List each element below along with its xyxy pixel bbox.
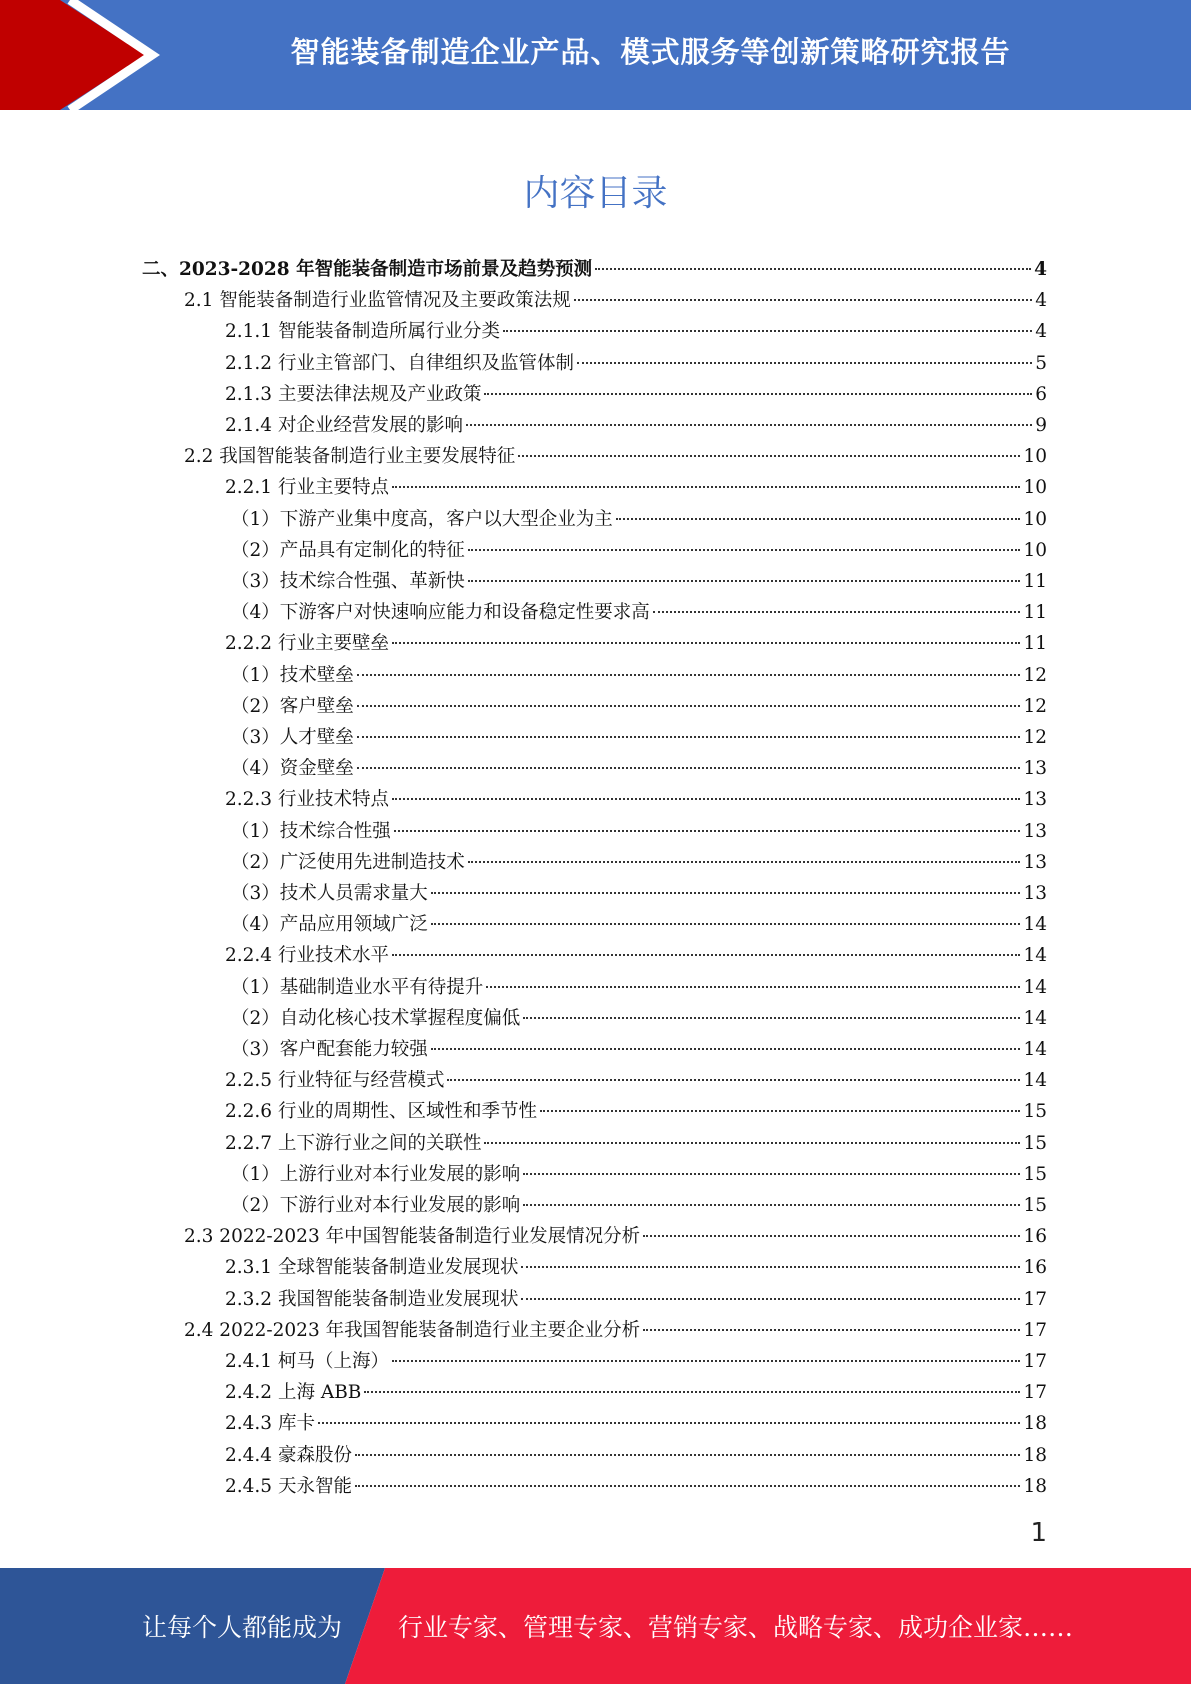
toc-entry-title: （3）客户配套能力较强 (231, 1039, 428, 1060)
toc-entry-page: 14 (1023, 1039, 1047, 1060)
toc-entry[interactable] (184, 1315, 1047, 1346)
toc-entry[interactable] (225, 1408, 1047, 1439)
toc-entry[interactable] (231, 535, 1047, 566)
toc-entry-page: 12 (1023, 664, 1047, 686)
toc-dot-leader (355, 1453, 1021, 1456)
toc-entry-page: 4 (1035, 290, 1047, 312)
toc-entry[interactable] (142, 254, 1047, 285)
toc-dot-leader (431, 891, 1021, 894)
toc-entry-page: 15 (1023, 1163, 1047, 1185)
toc-entry-title: 2.2.7 上下游行业之间的关联性 (225, 1132, 482, 1154)
toc-entry[interactable] (231, 816, 1047, 847)
toc-entry-title: （1）技术综合性强 (231, 820, 391, 842)
toc-dot-leader (468, 579, 1021, 582)
toc-entry-title: （1）下游产业集中度高，客户以大型企业为主 (231, 508, 613, 530)
toc-entry-title: （2）广泛使用先进制造技术 (231, 851, 465, 873)
toc-entry-title: （3）人才壁垒 (231, 727, 354, 748)
toc-entry[interactable] (225, 1128, 1047, 1159)
footer-slogan-right: 行业专家、管理专家、营销专家、战略专家、成功企业家…… (398, 1613, 1074, 1642)
header-arrow-decoration (0, 0, 160, 110)
toc-entry-page: 17 (1023, 1319, 1047, 1341)
toc-entry-title: （2）产品具有定制化的特征 (231, 539, 465, 561)
toc-entry-page: 12 (1023, 727, 1047, 748)
toc-dot-leader (653, 610, 1021, 613)
toc-entry-title: 2.1.1 智能装备制造所属行业分类 (225, 321, 500, 343)
toc-entry-page: 14 (1023, 976, 1047, 998)
toc-entry[interactable] (225, 1471, 1047, 1502)
toc-dot-leader (431, 922, 1021, 925)
toc-entry-page: 10 (1023, 508, 1047, 530)
toc-entry-title: 2.1.4 对企业经营发展的影响 (225, 415, 463, 436)
toc-entry-page: 5 (1035, 352, 1047, 374)
toc-dot-leader (486, 985, 1020, 988)
page-number: 1 (1030, 1518, 1047, 1548)
toc-dot-leader (392, 797, 1020, 800)
toc-entry-page: 16 (1023, 1226, 1047, 1248)
toc-entry[interactable] (231, 722, 1047, 753)
header-band (0, 0, 1191, 110)
toc-dot-leader (521, 1265, 1020, 1268)
toc-entry[interactable] (231, 566, 1047, 597)
toc-entry[interactable] (231, 1159, 1047, 1190)
toc-dot-leader (595, 267, 1031, 270)
toc-entry-title: 2.4 2022-2023 年我国智能装备制造行业主要企业分析 (184, 1319, 641, 1341)
toc-entry[interactable] (184, 1221, 1047, 1252)
toc-dot-leader (523, 1203, 1020, 1206)
toc-entry-title: （4）资金壁垒 (231, 758, 354, 780)
toc-entry[interactable] (225, 1346, 1047, 1377)
footer-band (0, 1568, 1191, 1684)
toc-entry-page: 11 (1023, 571, 1047, 592)
toc-dot-leader (431, 1047, 1021, 1050)
toc-dot-leader (518, 454, 1020, 457)
toc-entry-title: （3）技术综合性强、革新快 (231, 571, 465, 592)
toc-entry-page: 14 (1023, 914, 1047, 936)
toc-entry-title: （2）下游行业对本行业发展的影响 (231, 1195, 521, 1216)
toc-entry-title: 2.4.5 天永智能 (225, 1475, 352, 1497)
toc-entry[interactable] (225, 940, 1047, 971)
toc-entry-page: 11 (1023, 633, 1047, 655)
toc-entry-title: 2.4.4 豪森股份 (225, 1444, 352, 1466)
toc-entry-title: 2.1 智能装备制造行业监管情况及主要政策法规 (184, 290, 571, 312)
toc-entry-title: 2.2.3 行业技术特点 (225, 789, 389, 811)
toc-entry-title: 2.3.1 全球智能装备制造业发展现状 (225, 1257, 519, 1279)
toc-dot-leader (523, 1016, 1020, 1019)
toc-entry-page: 13 (1023, 758, 1047, 780)
toc-dot-leader (484, 1141, 1020, 1144)
toc-heading: 内容目录 (523, 173, 668, 214)
toc-entry-title: 2.2.2 行业主要壁垒 (225, 633, 389, 655)
toc-entry-title: （2）客户壁垒 (231, 695, 354, 717)
toc-entry-page: 15 (1023, 1195, 1047, 1216)
toc-dot-leader (357, 673, 1021, 676)
toc-dot-leader (521, 1297, 1020, 1300)
toc-entry[interactable] (225, 410, 1047, 441)
toc-entry-title: 2.3 2022-2023 年中国智能装备制造行业发展情况分析 (184, 1226, 641, 1248)
report-title: 智能装备制造企业产品、模式服务等创新策略研究报告 (290, 34, 1011, 69)
toc-entry-page: 18 (1023, 1413, 1047, 1435)
toc-entry-title: （2）自动化核心技术掌握程度偏低 (231, 1007, 521, 1029)
toc-entry[interactable] (231, 504, 1047, 535)
toc-entry-page: 18 (1023, 1444, 1047, 1466)
toc-entry-title: （4）产品应用领域广泛 (231, 914, 428, 936)
toc-entry[interactable] (225, 1377, 1047, 1408)
toc-entry-page: 10 (1023, 446, 1047, 468)
toc-entry-title: 2.2.5 行业特征与经营模式 (225, 1070, 445, 1092)
toc-entry[interactable] (231, 847, 1047, 878)
toc-entry-page: 16 (1023, 1257, 1047, 1279)
toc-entry-page: 13 (1023, 851, 1047, 873)
toc-entry[interactable] (231, 1034, 1047, 1065)
toc-entry[interactable] (225, 1284, 1047, 1315)
toc-entry-page: 10 (1023, 539, 1047, 561)
toc-entry-page: 12 (1023, 695, 1047, 717)
toc-entry-title: 2.4.3 库卡 (225, 1413, 315, 1435)
toc-dot-leader (392, 485, 1020, 488)
toc-dot-leader (616, 517, 1021, 520)
toc-entry-page: 18 (1023, 1475, 1047, 1497)
toc-dot-leader (468, 548, 1021, 551)
toc-dot-leader (643, 1234, 1020, 1237)
toc-entry-title: 2.2.4 行业技术水平 (225, 945, 389, 967)
toc-entry-page: 17 (1023, 1288, 1047, 1310)
toc-entry-title: 2.2.1 行业主要特点 (225, 477, 389, 499)
footer-slogan-left: 让每个人都能成为 (142, 1613, 343, 1642)
toc-entry[interactable] (225, 472, 1047, 503)
toc-entry[interactable] (231, 972, 1047, 1003)
toc-dot-leader (355, 1484, 1021, 1487)
toc-entry[interactable] (231, 1003, 1047, 1034)
toc-entry-page: 17 (1023, 1351, 1047, 1372)
toc-entry-page: 13 (1023, 820, 1047, 842)
toc-entry[interactable] (225, 784, 1047, 815)
toc-dot-leader (447, 1078, 1020, 1081)
toc-entry-title: （1）基础制造业水平有待提升 (231, 976, 484, 998)
toc-dot-leader (574, 298, 1032, 301)
toc-entry-title: 2.1.2 行业主管部门、自律组织及监管体制 (225, 352, 574, 374)
toc-dot-leader (484, 392, 1032, 395)
toc-entry-page: 11 (1023, 602, 1047, 624)
toc-dot-leader (357, 735, 1021, 738)
toc-entry-page: 14 (1023, 1070, 1047, 1092)
toc-entry[interactable] (231, 660, 1047, 691)
toc-entry[interactable] (231, 878, 1047, 909)
toc-entry-page: 13 (1023, 883, 1047, 904)
toc-dot-leader (577, 361, 1032, 364)
toc-entry[interactable] (225, 1252, 1047, 1283)
toc-dot-leader (364, 1390, 1020, 1393)
toc-dot-leader (318, 1421, 1021, 1424)
toc-entry-page: 4 (1034, 259, 1047, 280)
toc-entry-page: 14 (1023, 1007, 1047, 1029)
toc-entry[interactable] (184, 441, 1047, 472)
toc-dot-leader (466, 423, 1032, 426)
toc-entry-title: 2.1.3 主要法律法规及产业政策 (225, 383, 482, 405)
toc-entry[interactable] (225, 348, 1047, 379)
toc-entry[interactable] (225, 628, 1047, 659)
toc-entry[interactable] (225, 1096, 1047, 1127)
toc-dot-leader (357, 766, 1021, 769)
toc-dot-leader (392, 953, 1020, 956)
toc-entry[interactable] (225, 379, 1047, 410)
toc-entry-title: （4）下游客户对快速响应能力和设备稳定性要求高 (231, 602, 650, 624)
toc-entry-page: 9 (1035, 415, 1047, 436)
toc-entry-page: 15 (1023, 1132, 1047, 1154)
toc-entry[interactable] (231, 1190, 1047, 1221)
toc-dot-leader (394, 829, 1021, 832)
toc-entry-page: 17 (1023, 1382, 1047, 1404)
toc-entry-title: 2.4.2 上海 ABB (225, 1382, 362, 1404)
toc-entry[interactable] (184, 285, 1047, 316)
toc-entry-title: 二、2023-2028 年智能装备制造市场前景及趋势预测 (142, 259, 593, 280)
toc-entry[interactable] (231, 597, 1047, 628)
toc-entry[interactable] (231, 909, 1047, 940)
toc-dot-leader (540, 1109, 1020, 1112)
toc-entry-page: 10 (1023, 477, 1047, 499)
toc-entry-page: 14 (1023, 945, 1047, 967)
toc-entry-page: 13 (1023, 789, 1047, 811)
toc-entry[interactable] (231, 753, 1047, 784)
toc-entry-title: 2.3.2 我国智能装备制造业发展现状 (225, 1288, 519, 1310)
toc-entry-title: （1）上游行业对本行业发展的影响 (231, 1163, 521, 1185)
toc-entry[interactable] (225, 1065, 1047, 1096)
toc-entry-title: 2.2.6 行业的周期性、区域性和季节性 (225, 1101, 537, 1123)
toc-entry[interactable] (231, 691, 1047, 722)
toc-entry-title: 2.4.1 柯马（上海） (225, 1351, 389, 1372)
toc-entry-title: （1）技术壁垒 (231, 664, 354, 686)
toc-entry-page: 6 (1035, 383, 1047, 405)
toc-dot-leader (523, 1172, 1020, 1175)
toc-entry-page: 4 (1035, 321, 1047, 343)
toc-entry-page: 15 (1023, 1101, 1047, 1123)
toc-dot-leader (392, 641, 1020, 644)
toc-dot-leader (503, 329, 1032, 332)
toc-entry-title: （3）技术人员需求量大 (231, 883, 428, 904)
toc-entry-title: 2.2 我国智能装备制造行业主要发展特征 (184, 446, 516, 468)
toc-entry[interactable] (225, 1440, 1047, 1471)
toc-dot-leader (468, 860, 1021, 863)
toc-dot-leader (357, 704, 1021, 707)
toc-entry[interactable] (225, 316, 1047, 347)
toc-dot-leader (643, 1328, 1020, 1331)
toc-dot-leader (392, 1359, 1020, 1362)
